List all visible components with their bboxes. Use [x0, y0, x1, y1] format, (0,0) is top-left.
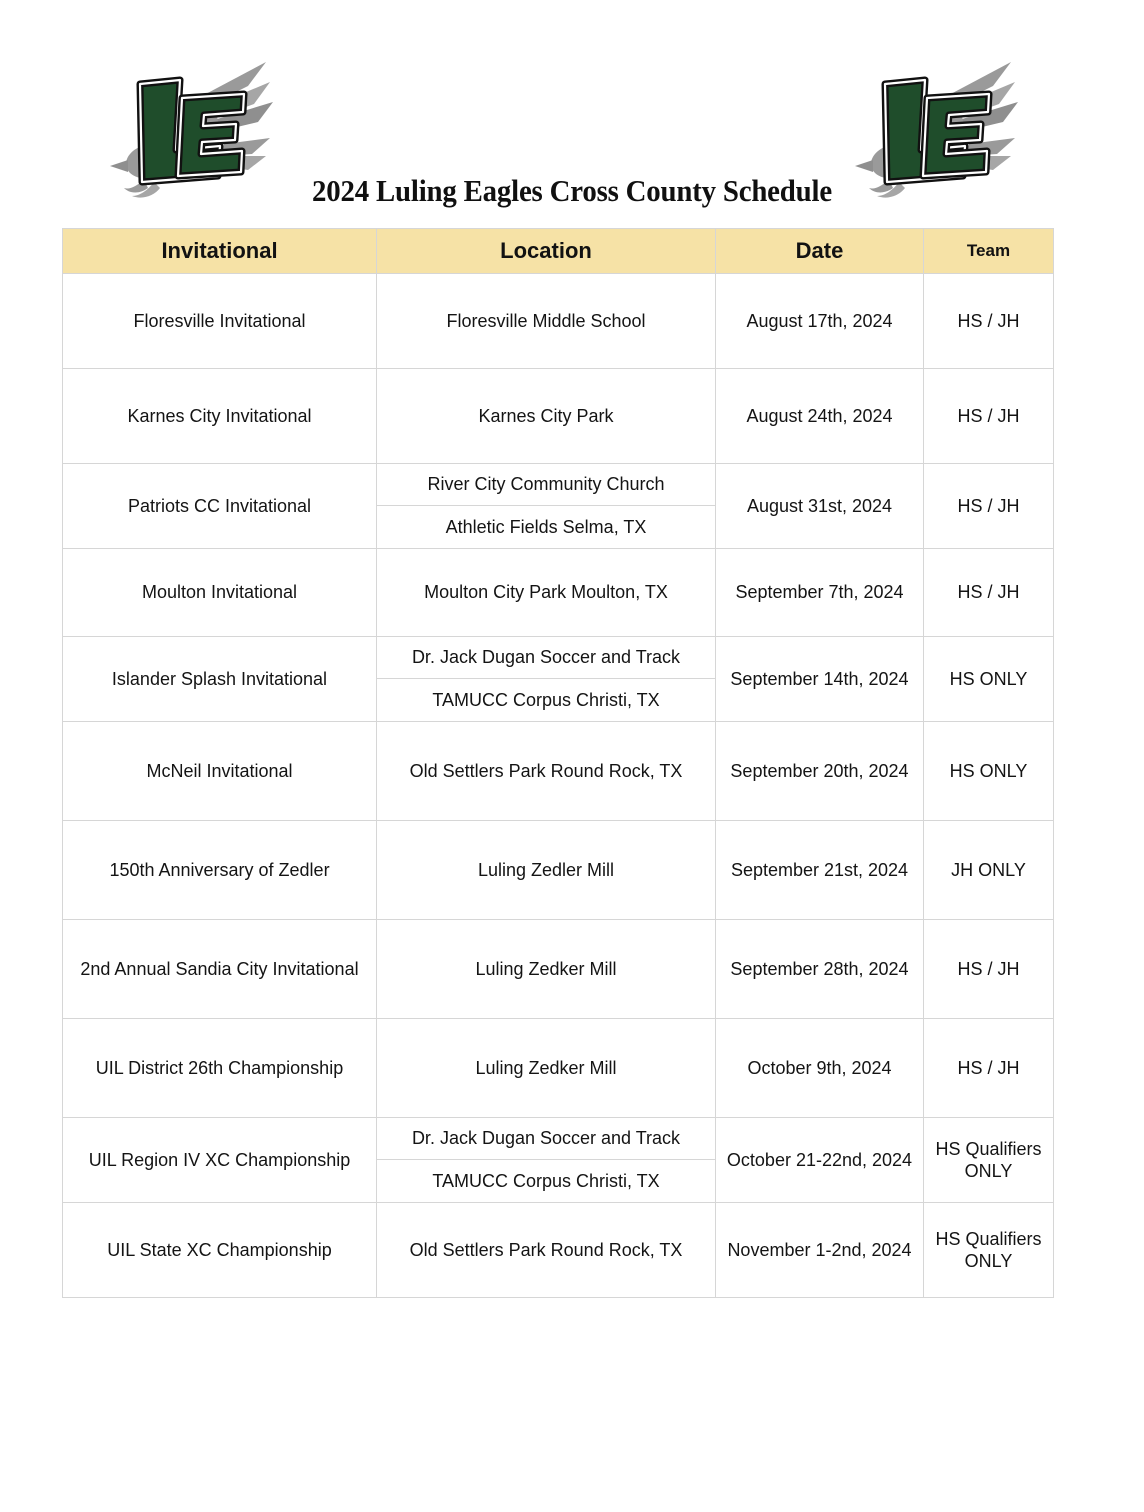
cell-team: HS / JH [924, 549, 1054, 637]
cell-invitational: UIL District 26th Championship [63, 1019, 377, 1118]
cell-invitational: UIL State XC Championship [63, 1203, 377, 1298]
cell-date: August 17th, 2024 [716, 274, 924, 369]
cell-location [377, 637, 716, 722]
cell-team: HS / JH [924, 1019, 1054, 1118]
cell-team: HS / JH [924, 369, 1054, 464]
cell-location-line-1: River City Community Church [377, 464, 715, 506]
table-row [63, 274, 1054, 369]
cell-location: Luling Zedker Mill [377, 920, 716, 1019]
cell-date: September 7th, 2024 [716, 549, 924, 637]
cell-date: November 1-2nd, 2024 [716, 1203, 924, 1298]
cell-location: Karnes City Park [377, 369, 716, 464]
cell-location: Old Settlers Park Round Rock, TX [377, 1203, 716, 1298]
cell-invitational: McNeil Invitational [63, 722, 377, 821]
cell-invitational: 2nd Annual Sandia City Invitational [63, 920, 377, 1019]
cell-invitational: Islander Splash Invitational [63, 637, 377, 722]
cell-invitational: 150th Anniversary of Zedler [63, 821, 377, 920]
cell-team: HS ONLY [924, 722, 1054, 821]
cell-date: September 21st, 2024 [716, 821, 924, 920]
table-row [63, 1019, 1054, 1118]
cell-location: Luling Zedler Mill [377, 821, 716, 920]
cell-location: Floresville Middle School [377, 274, 716, 369]
table-row [63, 920, 1054, 1019]
table-row [63, 549, 1054, 637]
table-row [63, 1203, 1054, 1298]
cell-team: HS Qualifiers ONLY [924, 1203, 1054, 1298]
table-row [63, 637, 1054, 722]
cell-invitational: Karnes City Invitational [63, 369, 377, 464]
cell-date: September 14th, 2024 [716, 637, 924, 722]
cell-team: HS / JH [924, 274, 1054, 369]
cell-invitational: UIL Region IV XC Championship [63, 1118, 377, 1203]
page-title: 2024 Luling Eagles Cross County Schedule [312, 173, 832, 208]
cell-location: Old Settlers Park Round Rock, TX [377, 722, 716, 821]
cell-invitational: Moulton Invitational [63, 549, 377, 637]
column-header-team: Team [924, 229, 1054, 274]
cell-date: August 24th, 2024 [716, 369, 924, 464]
cell-location [377, 464, 716, 549]
cell-location: Luling Zedker Mill [377, 1019, 716, 1118]
cell-date: August 31st, 2024 [716, 464, 924, 549]
cell-location: Moulton City Park Moulton, TX [377, 549, 716, 637]
table-row [63, 821, 1054, 920]
schedule-table [62, 228, 1054, 1298]
document-header [0, 0, 1144, 225]
cell-location-line-1: Dr. Jack Dugan Soccer and Track [377, 1118, 715, 1160]
cell-location-line-2: TAMUCC Corpus Christi, TX [432, 689, 660, 710]
table-row [63, 369, 1054, 464]
cell-team: HS / JH [924, 464, 1054, 549]
cell-date: September 28th, 2024 [716, 920, 924, 1019]
table-body [63, 274, 1054, 1298]
column-header-invitational: Invitational [63, 229, 377, 274]
table-row [63, 464, 1054, 549]
table-row [63, 1118, 1054, 1203]
cell-date: October 9th, 2024 [716, 1019, 924, 1118]
cell-location-line-1: Dr. Jack Dugan Soccer and Track [377, 637, 715, 679]
cell-invitational: Patriots CC Invitational [63, 464, 377, 549]
cell-date: October 21-22nd, 2024 [716, 1118, 924, 1203]
cell-team: HS / JH [924, 920, 1054, 1019]
cell-team: HS ONLY [924, 637, 1054, 722]
cell-invitational: Floresville Invitational [63, 274, 377, 369]
column-header-date: Date [716, 229, 924, 274]
table-header-row [63, 229, 1054, 274]
cell-team: JH ONLY [924, 821, 1054, 920]
cell-location [377, 1118, 716, 1203]
table-row [63, 722, 1054, 821]
cell-date: September 20th, 2024 [716, 722, 924, 821]
cell-team: HS Qualifiers ONLY [924, 1118, 1054, 1203]
cell-location-line-2: TAMUCC Corpus Christi, TX [432, 1170, 660, 1191]
cell-location-line-2: Athletic Fields Selma, TX [445, 516, 647, 537]
column-header-location: Location [377, 229, 716, 274]
